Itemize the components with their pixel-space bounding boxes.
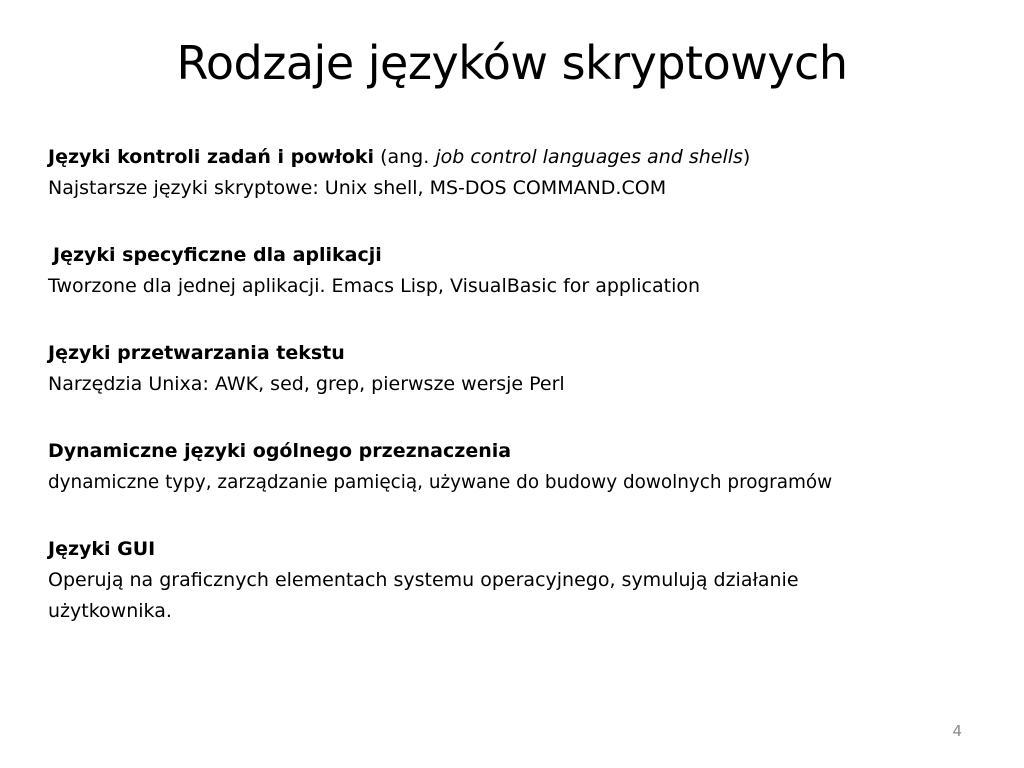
- list-item-heading-line: [48, 240, 988, 271]
- list-item-description: Narzędzia Unixa: AWK, sed, grep, pierwsze wersje Perl: [48, 373, 565, 395]
- list-item-paren-prefix: (ang.: [374, 146, 436, 168]
- list-item-job-control: [48, 142, 988, 204]
- slide-title: Rodzaje języków skryptowych: [176, 36, 848, 90]
- list-item-heading: Języki specyficzne dla aplikacji: [53, 244, 382, 266]
- slide-content: [48, 142, 988, 663]
- list-item-heading: Języki GUI: [48, 538, 156, 560]
- list-item-paren-suffix: ): [742, 146, 751, 168]
- list-item-gui: [48, 534, 878, 627]
- list-item-description: dynamiczne typy, zarządzanie pamięcią, używane do budowy dowolnych programów: [48, 472, 833, 493]
- page-number: 4: [952, 722, 962, 740]
- list-item-description: Najstarsze języki skryptowe: Unix shell, MS-DOS COMMAND.COM: [48, 177, 667, 199]
- list-item-paren-italic: job control languages and shells: [435, 146, 743, 168]
- list-item-heading: Języki kontroli zadań i powłoki: [48, 146, 375, 168]
- list-item-text-processing: [48, 338, 988, 400]
- list-item-description: Tworzone dla jednej aplikacji. Emacs Lisp, VisualBasic for application: [48, 275, 701, 297]
- list-item-heading: Języki przetwarzania tekstu: [48, 342, 345, 364]
- list-item-dynamic-general: [48, 436, 988, 498]
- list-item-description: Operują na graficznych elementach systemu operacyjnego, symulują działanie użytkownika.: [48, 569, 799, 622]
- list-item-heading: Dynamiczne języki ogólnego przeznaczenia: [48, 440, 512, 462]
- list-item-application-specific: [48, 240, 988, 302]
- list-item-heading-line: [48, 142, 988, 173]
